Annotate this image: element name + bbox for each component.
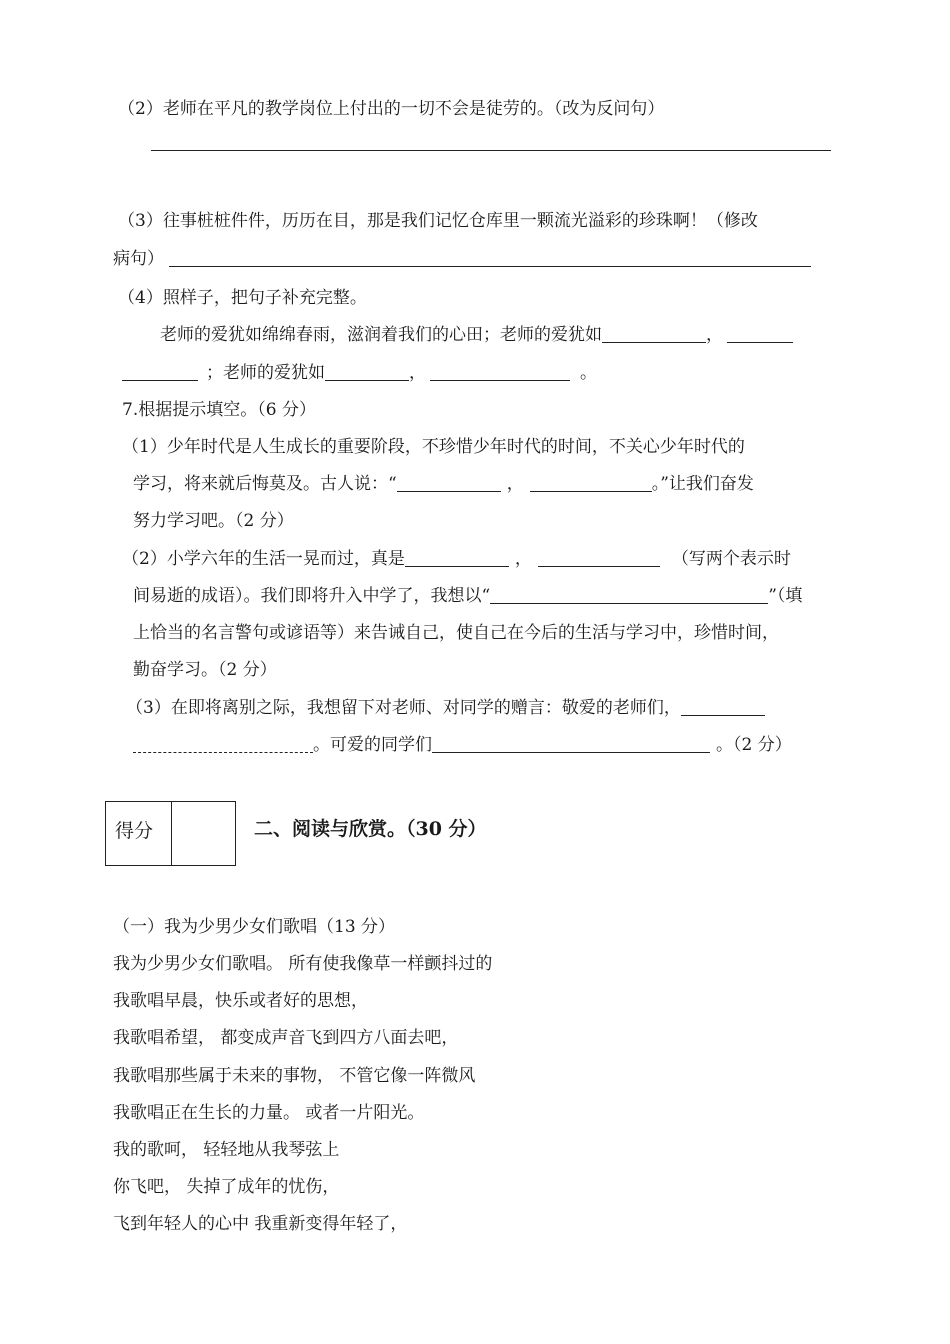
q7-s1-line1: （1）少年时代是人生成长的重要阶段，不珍惜少年时代的时间，不关心少年时代的 — [122, 437, 745, 457]
q6-item4-comma-2: ， — [409, 363, 426, 383]
q6-item4-comma-1: ， — [706, 325, 723, 345]
q7-s2-line2 — [133, 585, 802, 607]
poem-line: 我歌唱那些属于未来的事物， 不管它像一阵微风 — [113, 1066, 476, 1086]
q7-s2-comma: ， — [514, 549, 532, 569]
section2-heading: 二、阅读与欣赏。（30 分） — [254, 818, 487, 840]
q6-item4-line2 — [122, 362, 597, 384]
poem-line: 我的歌呵， 轻轻地从我琴弦上 — [113, 1140, 340, 1160]
q6-item4-blank-5[interactable] — [430, 362, 570, 381]
q7-s2-line1-end: （写两个表示时 — [671, 549, 791, 569]
q6-item4-line2-text: ；老师的爱犹如 — [206, 363, 325, 383]
q6-item3-line2 — [113, 248, 811, 270]
q7-s2-line1 — [122, 548, 791, 570]
q6-item4-blank-4[interactable] — [325, 362, 409, 381]
q7-s2-blank-3[interactable] — [490, 585, 768, 604]
q7-s3-blank-1[interactable] — [681, 697, 765, 716]
score-value-cell[interactable] — [172, 802, 235, 865]
score-box — [105, 801, 236, 866]
q7-s1-line2 — [133, 473, 754, 495]
q7-s3-line2-end: 。（2 分） — [716, 735, 792, 755]
q6-item4-period: 。 — [580, 363, 597, 383]
q6-item4-blank-1[interactable] — [602, 324, 706, 343]
q6-item2 — [118, 98, 664, 120]
q7-s2-blank-1[interactable] — [405, 548, 509, 567]
q6-item3-line1: （3）往事桩桩件件，历历在目，那是我们记忆仓库里一颗流光溢彩的珍珠啊！（修改 — [118, 211, 758, 231]
q6-item3-line2-text: 病句） — [113, 249, 164, 269]
q7-s2-line4: 勤奋学习。（2 分） — [133, 660, 277, 680]
q6-item4-line1 — [160, 324, 793, 346]
q7-s1-line3: 努力学习吧。（2 分） — [133, 511, 294, 531]
q7-s2-blank-2[interactable] — [538, 548, 660, 567]
poem-line: 你飞吧， 失掉了成年的忧伤， — [113, 1177, 340, 1197]
q6-item2-answer-line[interactable] — [151, 150, 831, 151]
q7-s2-line2-end: ”（填 — [768, 586, 803, 606]
reading1-title: （一）我为少男少女们歌唱（13 分） — [113, 917, 396, 937]
poem-line: 我为少男少女们歌唱。 所有使我像草一样颤抖过的 — [113, 954, 493, 974]
q6-item2-text: （2）老师在平凡的教学岗位上付出的一切不会是徒劳的。（改为反问句） — [118, 99, 665, 119]
q7-s1-comma: ， — [506, 474, 524, 494]
q7-s2-line2-text: 间易逝的成语）。我们即将升入中学了，我想以“ — [133, 586, 491, 606]
q6-item3-answer-blank[interactable] — [169, 248, 811, 267]
poem-line: 我歌唱希望， 都变成声音飞到四方八面去吧， — [113, 1028, 459, 1048]
q7-s3-line2 — [133, 734, 792, 756]
q7-s3-blank-2[interactable] — [133, 734, 313, 753]
q7-s3-blank-3[interactable] — [432, 734, 710, 753]
score-label: 得分 — [106, 802, 172, 865]
q6-item4-line1-text: 老师的爱犹如绵绵春雨，滋润着我们的心田；老师的爱犹如 — [160, 325, 602, 345]
q7-s1-blank-1[interactable] — [397, 473, 501, 492]
q7-s3-line1 — [126, 697, 765, 719]
q7-s3-line1-text: （3）在即将离别之际，我想留下对老师、对同学的赠言：敬爱的老师们， — [126, 698, 681, 718]
q7-title: 7.根据提示填空。（6 分） — [122, 400, 316, 420]
q6-item4-title: （4）照样子，把句子补充完整。 — [118, 288, 367, 308]
q7-s1-line2-text: 学习，将来就后悔莫及。古人说：“ — [133, 474, 397, 494]
q7-s1-blank-2[interactable] — [530, 473, 652, 492]
q6-item4-blank-2[interactable] — [727, 324, 793, 343]
poem-line: 飞到年轻人的心中 我重新变得年轻了， — [113, 1214, 408, 1234]
q6-item4-blank-3[interactable] — [122, 362, 198, 381]
poem-line: 我歌唱早晨，快乐或者好的思想， — [113, 991, 368, 1011]
q7-s2-line3: 上恰当的名言警句或谚语等）来告诫自己，使自己在今后的生活与学习中，珍惜时间， — [133, 623, 779, 643]
q7-s2-line1-text: （2）小学六年的生活一晃而过，真是 — [122, 549, 405, 569]
q7-s1-line2-end: 。”让我们奋发 — [651, 474, 754, 494]
poem-line: 我歌唱正在生长的力量。 或者一片阳光。 — [113, 1103, 425, 1123]
q7-s3-line2-text: 。可爱的同学们 — [313, 735, 432, 755]
